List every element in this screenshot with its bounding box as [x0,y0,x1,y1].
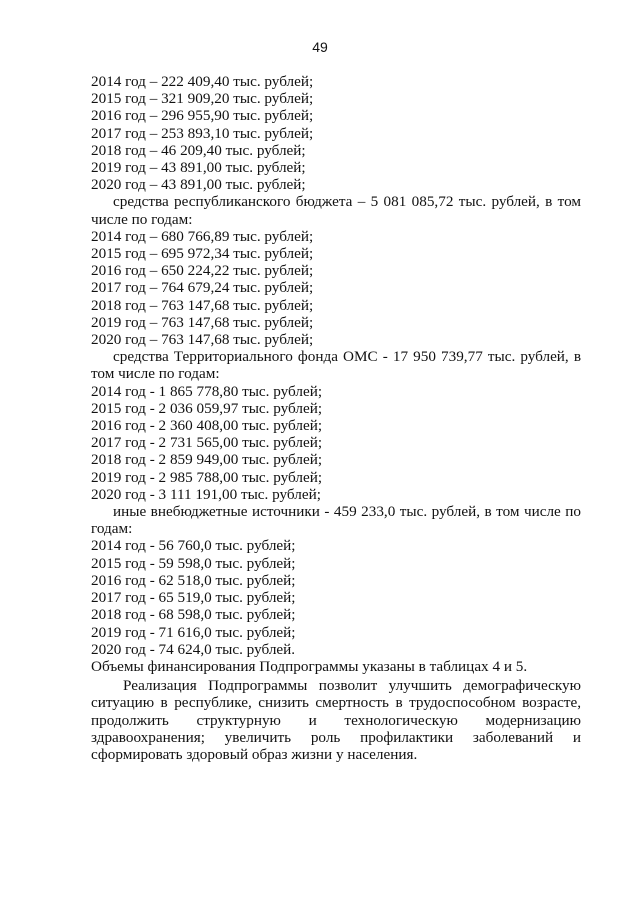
year-line: 2018 год – 46 209,40 тыс. рублей; [91,141,306,159]
page-number: 49 [312,39,328,55]
oms-fund-section [91,348,581,503]
conclusion-line: Реализация Подпрограммы позволит улучшить демографическую [123,677,581,695]
year-line: 2020 год - 74 624,0 тыс. рублей. [91,640,296,658]
conclusion-line: ситуацию в республике, снизить смертность в трудоспособном возрасте, [91,694,581,712]
tables-note: Объемы финансирования Подпрограммы указаны в таблицах 4 и 5. [91,657,528,675]
year-line: 2014 год – 222 409,40 тыс. рублей; [91,73,314,90]
other-sources-heading-cont: годам: [91,520,133,538]
year-line: 2018 год – 763 147,68 тыс. рублей; [91,296,314,314]
republic-budget-heading: средства республиканского бюджета – 5 081 085,72 тыс. рублей, в том [113,193,581,211]
year-line: 2019 год – 43 891,00 тыс. рублей; [91,159,306,177]
year-line: 2015 год – 695 972,34 тыс. рублей; [91,245,314,263]
year-line: 2015 год - 2 036 059,97 тыс. рублей; [91,399,323,417]
conclusion-paragraph [91,677,581,763]
prefix-year-list [91,73,581,193]
year-line: 2020 год - 3 111 191,00 тыс. рублей; [91,485,321,503]
year-line: 2016 год - 2 360 408,00 тыс. рублей; [91,417,323,435]
republic-budget-section [91,193,581,348]
year-line: 2020 год – 43 891,00 тыс. рублей; [91,176,306,194]
year-line: 2019 год - 2 985 788,00 тыс. рублей; [91,468,323,486]
year-line: 2018 год - 2 859 949,00 тыс. рублей; [91,451,323,469]
year-line: 2015 год - 59 598,0 тыс. рублей; [91,554,296,572]
year-line: 2017 год - 2 731 565,00 тыс. рублей; [91,434,323,452]
year-line: 2019 год - 71 616,0 тыс. рублей; [91,623,296,641]
year-line: 2017 год – 253 893,10 тыс. рублей; [91,124,314,142]
conclusion-line: здравоохранения; увеличить роль профилактики заболеваний и [91,728,581,746]
other-sources-heading: иные внебюджетные источники - 459 233,0 тыс. рублей, в том числе по [113,503,581,521]
year-line: 2016 год – 650 224,22 тыс. рублей; [91,262,314,280]
oms-fund-heading: средства Территориального фонда ОМС - 17 950 739,77 тыс. рублей, в [113,348,581,366]
year-line: 2014 год - 56 760,0 тыс. рублей; [91,537,296,555]
year-line: 2017 год – 764 679,24 тыс. рублей; [91,279,314,297]
year-line: 2014 год – 680 766,89 тыс. рублей; [91,227,314,245]
year-line: 2017 год - 65 519,0 тыс. рублей; [91,589,296,607]
year-line: 2020 год – 763 147,68 тыс. рублей; [91,331,314,349]
year-line: 2018 год - 68 598,0 тыс. рублей; [91,606,296,624]
year-line: 2014 год - 1 865 778,80 тыс. рублей; [91,382,323,400]
other-sources-section [91,503,581,658]
document-body [91,73,581,763]
year-line: 2015 год – 321 909,20 тыс. рублей; [91,90,314,108]
republic-budget-heading-cont: числе по годам: [91,210,193,228]
year-line: 2016 год - 62 518,0 тыс. рублей; [91,571,296,589]
conclusion-line: продолжить структурную и технологическую модернизацию [91,711,581,729]
oms-fund-heading-cont: том числе по годам: [91,365,220,383]
conclusion-line: сформировать здоровый образ жизни у населения. [91,745,418,763]
year-line: 2016 год – 296 955,90 тыс. рублей; [91,107,314,125]
year-line: 2019 год – 763 147,68 тыс. рублей; [91,313,314,331]
